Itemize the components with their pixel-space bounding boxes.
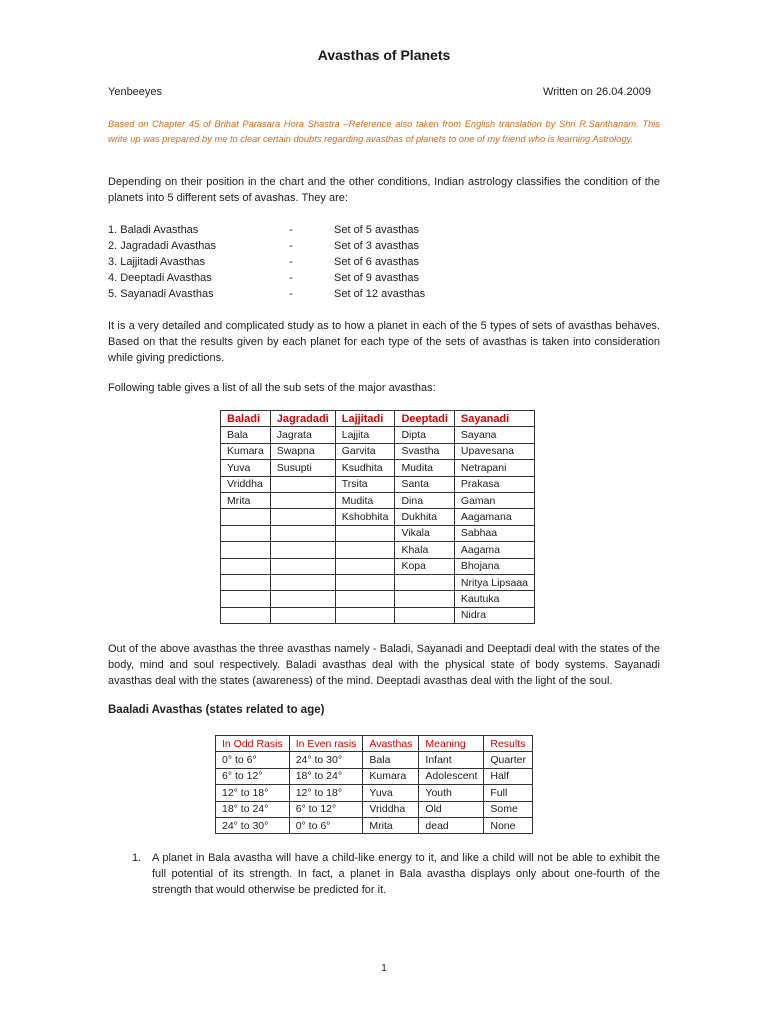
set-value: Set of 9 avasthas — [334, 272, 419, 284]
table-cell: Netrapani — [454, 460, 534, 476]
table-cell: Khala — [395, 542, 454, 558]
table-row — [216, 817, 533, 833]
column-header: Deeptadi — [395, 411, 454, 427]
table-cell: Mrita — [363, 817, 419, 833]
set-value: Set of 6 avasthas — [334, 256, 419, 268]
table-row — [221, 525, 535, 541]
table-cell: 12° to 18° — [216, 785, 290, 801]
table-cell: Infant — [419, 752, 484, 768]
table-cell: 18° to 24° — [216, 801, 290, 817]
table-row — [221, 542, 535, 558]
table-row — [221, 574, 535, 590]
table-cell — [335, 525, 395, 541]
table-cell: 18° to 24° — [289, 768, 363, 784]
table-cell — [221, 509, 271, 525]
table-cell: Mudita — [395, 460, 454, 476]
set-name: 2. Jagradadi Avasthas — [108, 240, 217, 252]
table-cell: Aagamana — [454, 509, 534, 525]
table-cell: Yuva — [221, 460, 271, 476]
table-cell: 0° to 6° — [216, 752, 290, 768]
table-cell — [335, 591, 395, 607]
set-dash: - — [289, 256, 293, 268]
table-cell: Kumara — [221, 443, 271, 459]
table-cell: Susupti — [270, 460, 335, 476]
table-cell: Full — [484, 785, 533, 801]
baaladi-table — [215, 735, 533, 834]
table-cell: Bhojana — [454, 558, 534, 574]
set-dash: - — [289, 288, 293, 300]
column-header: Sayanadi — [454, 411, 534, 427]
table-cell — [221, 607, 271, 623]
column-header: Lajjitadi — [335, 411, 395, 427]
table-cell: 24° to 30° — [289, 752, 363, 768]
intro-paragraph: Depending on their position in the chart and the other conditions, Indian astrology classifies the condition of the planets into 5 different sets of avashas. They are: — [108, 176, 660, 204]
table-cell: Ksudhita — [335, 460, 395, 476]
table-cell: Bala — [221, 427, 271, 443]
column-header: Results — [484, 736, 533, 752]
table-cell — [221, 542, 271, 558]
table-cell: Svastha — [395, 443, 454, 459]
table-cell — [270, 525, 335, 541]
table-row — [221, 509, 535, 525]
page-number: 1 — [381, 963, 387, 974]
detail-paragraph: It is a very detailed and complicated study as to how a planet in each of the 5 types of sets of avasthas behaves. Based on that the results given by each planet for each type of the sets of avasthas is taken into consideration while giving predictions. — [108, 320, 660, 364]
table-cell — [270, 591, 335, 607]
table-cell: Sayana — [454, 427, 534, 443]
point-text: A planet in Bala avastha will have a child-like energy to it, and like a child will not be able to exhibit the full potential of its strength. In fact, a planet in Bala avastha displays only about one-fourth of the strength that would otherwise be predicted for it. — [152, 852, 660, 896]
table-cell — [221, 574, 271, 590]
table-row — [216, 801, 533, 817]
set-dash: - — [289, 272, 293, 284]
table-cell — [270, 574, 335, 590]
table-intro-paragraph: Following table gives a list of all the sub sets of the major avasthas: — [108, 382, 436, 394]
set-name: 1. Baladi Avasthas — [108, 224, 199, 236]
table-cell — [335, 558, 395, 574]
table-cell: Bala — [363, 752, 419, 768]
table-cell: Youth — [419, 785, 484, 801]
table-cell: 6° to 12° — [289, 801, 363, 817]
table-cell: Dipta — [395, 427, 454, 443]
table-cell: Mrita — [221, 492, 271, 508]
table-cell — [335, 542, 395, 558]
table-cell — [221, 525, 271, 541]
set-dash: - — [289, 224, 293, 236]
table-cell — [270, 558, 335, 574]
table-row — [221, 492, 535, 508]
table-cell — [270, 542, 335, 558]
table-row — [221, 591, 535, 607]
table-cell: 0° to 6° — [289, 817, 363, 833]
table-cell: Gaman — [454, 492, 534, 508]
table-row — [221, 476, 535, 492]
table-row — [221, 607, 535, 623]
table-cell: Kautuka — [454, 591, 534, 607]
point-number: 1. — [132, 852, 142, 864]
set-name: 4. Deeptadi Avasthas — [108, 272, 212, 284]
table-row — [216, 768, 533, 784]
column-header: Avasthas — [363, 736, 419, 752]
column-header: Meaning — [419, 736, 484, 752]
summary-paragraph: Out of the above avasthas the three avasthas namely - Baladi, Sayanadi and Deeptadi deal with the states of the body, mind and soul respectively. Baladi avasthas deal with the physical state of body systems. Sayanadi avasthas deal with the states (awareness) of the mind. Deeptadi avasthas deal with the light of the soul. — [108, 643, 660, 687]
table-cell: Kopa — [395, 558, 454, 574]
meta-line — [108, 86, 651, 98]
table-cell: Dina — [395, 492, 454, 508]
table-cell — [395, 574, 454, 590]
column-header: In Even rasis — [289, 736, 363, 752]
table-cell — [335, 574, 395, 590]
table-cell — [335, 607, 395, 623]
section-heading: Baaladi Avasthas (states related to age) — [108, 704, 325, 716]
table-row — [221, 460, 535, 476]
set-value: Set of 5 avasthas — [334, 224, 419, 236]
column-header: Baladi — [221, 411, 271, 427]
table-cell: Nritya Lipsaaa — [454, 574, 534, 590]
column-header: In Odd Rasis — [216, 736, 290, 752]
table-cell: Vriddha — [363, 801, 419, 817]
table-cell: Swapna — [270, 443, 335, 459]
author: Yenbeeyes — [108, 86, 163, 98]
set-name: 5. Sayanadi Avasthas — [108, 288, 214, 300]
table-cell: Garvita — [335, 443, 395, 459]
table-row — [216, 785, 533, 801]
reference-note: Based on Chapter 45 of Brihat Parasara Hora Shastra –Reference also taken from English translation by Shri R.Santhanam. This write up was prepared by me to clear certain doubts regarding avasthas of planets to one of my friend who is learning Astrology. — [108, 119, 660, 144]
table-cell — [270, 509, 335, 525]
table-cell: Adolescent — [419, 768, 484, 784]
set-dash: - — [289, 240, 293, 252]
table-cell: Yuva — [363, 785, 419, 801]
table-cell: Some — [484, 801, 533, 817]
table-cell — [395, 591, 454, 607]
table-cell: Kumara — [363, 768, 419, 784]
table-cell: Half — [484, 768, 533, 784]
table-cell — [395, 607, 454, 623]
table-cell: Dukhita — [395, 509, 454, 525]
table-cell — [221, 591, 271, 607]
table-cell: Old — [419, 801, 484, 817]
table-cell: Quarter — [484, 752, 533, 768]
table-cell — [270, 492, 335, 508]
table-cell: 12° to 18° — [289, 785, 363, 801]
table-cell: Mudita — [335, 492, 395, 508]
table-cell: dead — [419, 817, 484, 833]
table-cell — [270, 476, 335, 492]
page-title: Avasthas of Planets — [317, 47, 451, 63]
table-row — [221, 443, 535, 459]
table-cell: Nidra — [454, 607, 534, 623]
table-cell: Trsita — [335, 476, 395, 492]
table-header-row — [216, 736, 533, 752]
table-cell: Sabhaa — [454, 525, 534, 541]
set-name: 3. Lajjitadi Avasthas — [108, 256, 206, 268]
table-cell: Aagama — [454, 542, 534, 558]
set-value: Set of 3 avasthas — [334, 240, 419, 252]
table-cell: 6° to 12° — [216, 768, 290, 784]
table-cell: Santa — [395, 476, 454, 492]
set-value: Set of 12 avasthas — [334, 288, 426, 300]
table-cell: Jagrata — [270, 427, 335, 443]
written-date: Written on 26.04.2009 — [542, 86, 651, 98]
table-cell: Vikala — [395, 525, 454, 541]
table-cell: Lajjita — [335, 427, 395, 443]
table-cell: Vriddha — [221, 476, 271, 492]
numbered-point — [132, 850, 660, 898]
column-header: Jagradadi — [270, 411, 335, 427]
table-row — [221, 427, 535, 443]
table-cell: 24° to 30° — [216, 817, 290, 833]
table-cell: None — [484, 817, 533, 833]
table-row — [221, 558, 535, 574]
table-cell: Kshobhita — [335, 509, 395, 525]
avastha-subsets-table — [220, 410, 535, 624]
table-header-row — [221, 411, 535, 427]
table-cell: Upavesana — [454, 443, 534, 459]
table-cell — [221, 558, 271, 574]
table-cell: Prakasa — [454, 476, 534, 492]
table-row — [216, 752, 533, 768]
table-cell — [270, 607, 335, 623]
